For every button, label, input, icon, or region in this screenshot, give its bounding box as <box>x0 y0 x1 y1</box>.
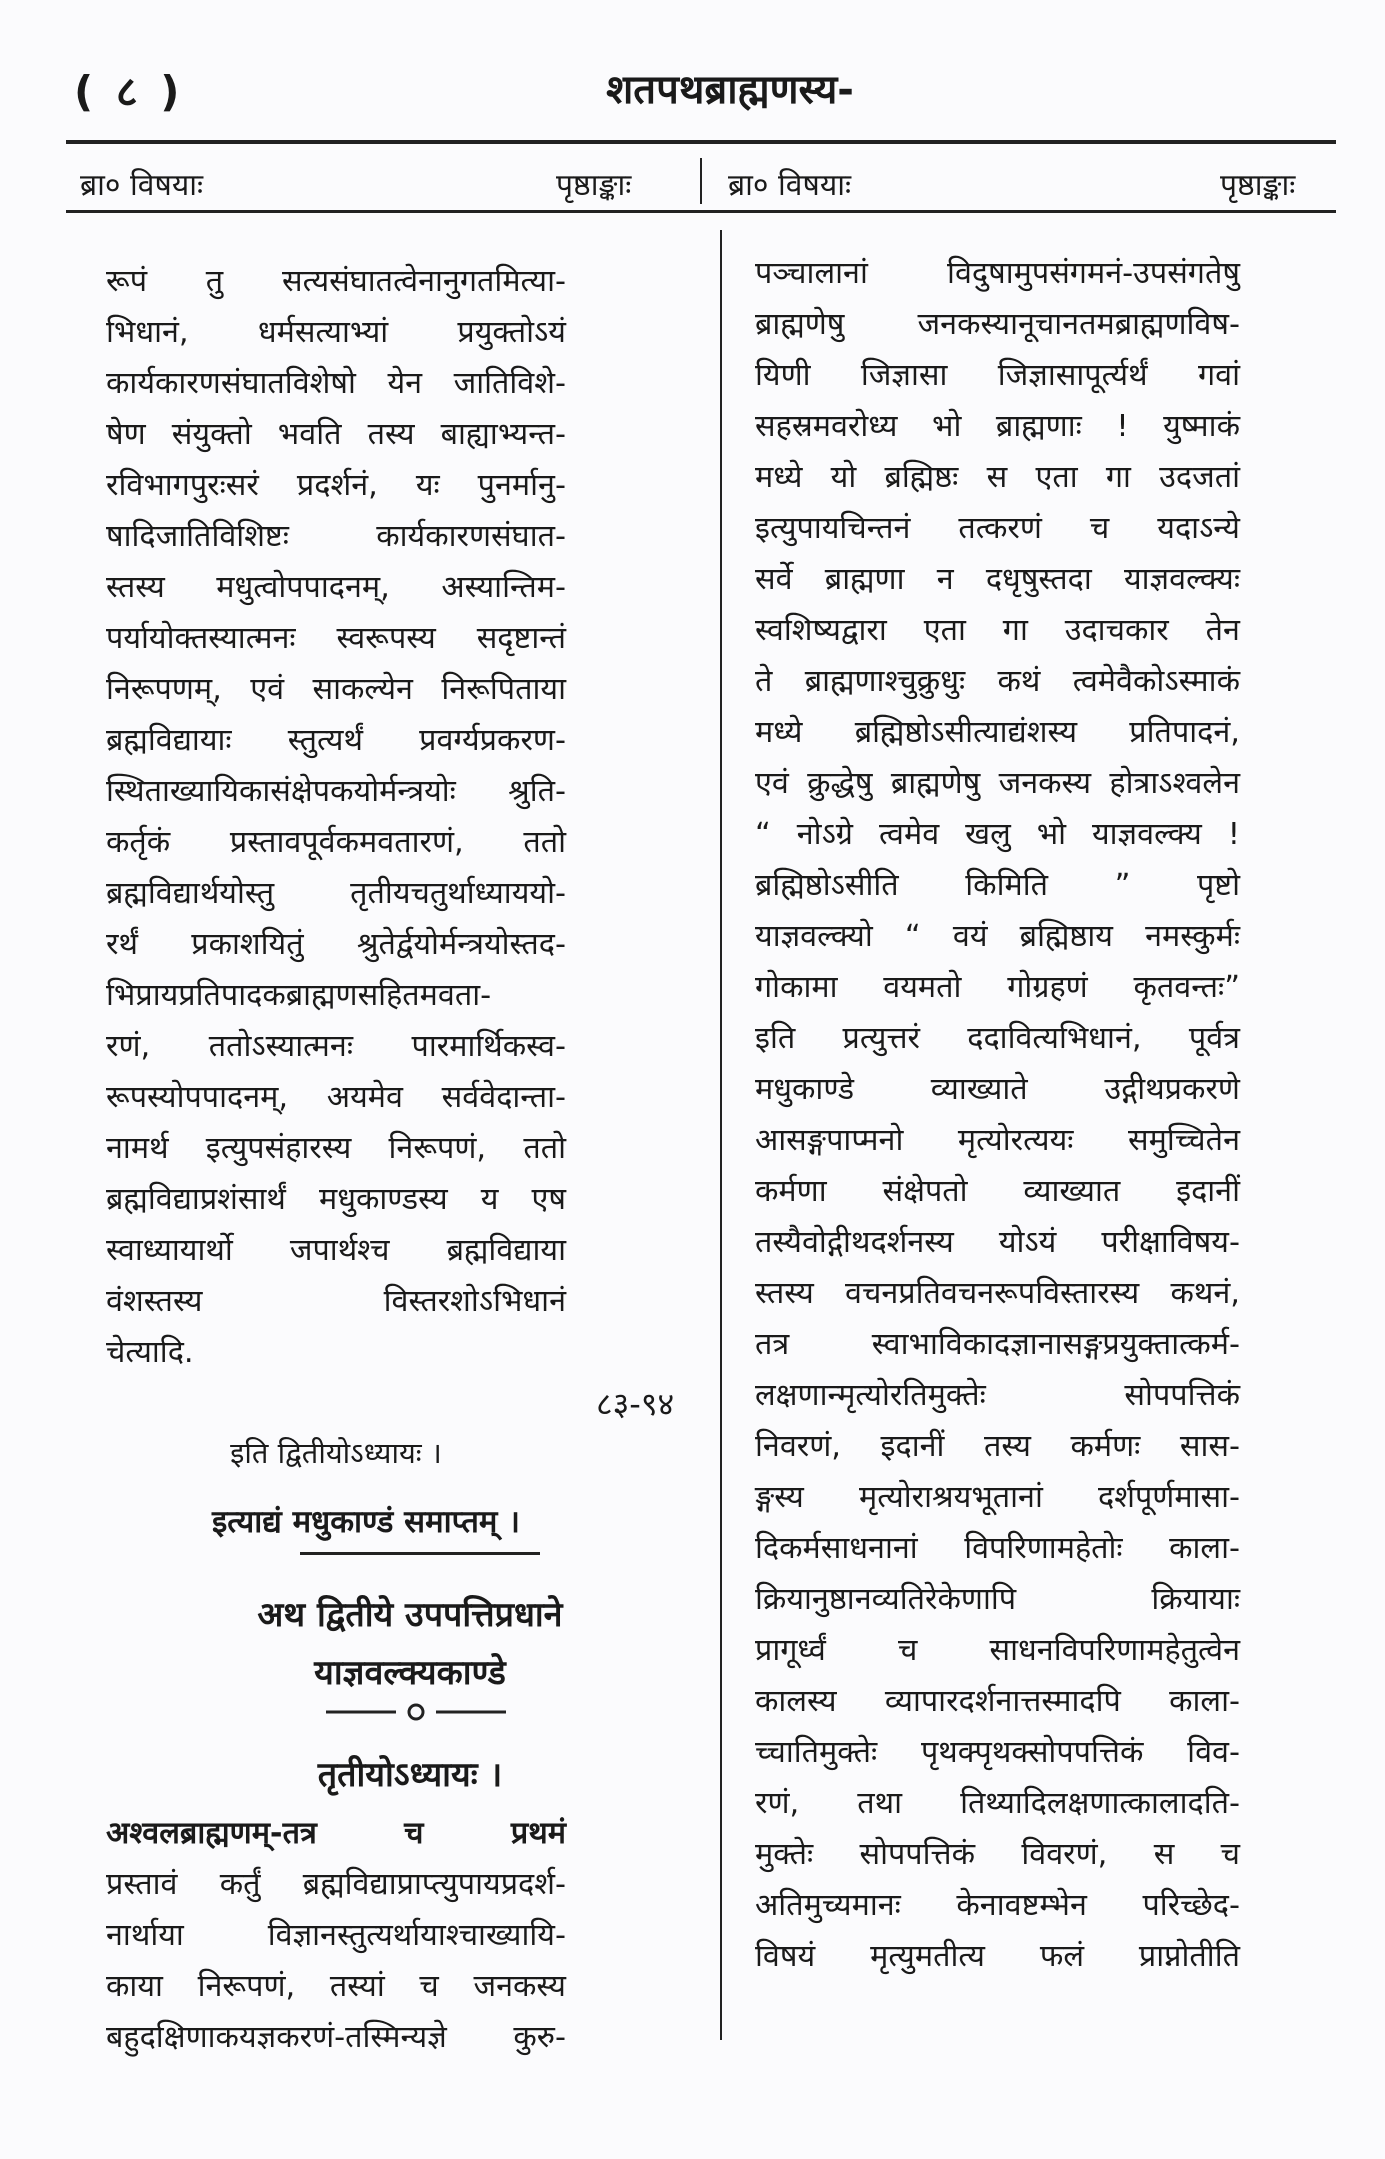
left-line: ब्रह्मविद्यायाः स्तुत्यर्थं प्रवर्ग्यप्रकरण- <box>106 723 566 758</box>
header-divider <box>700 158 702 204</box>
right-line: रणं, तथा तिथ्यादिलक्षणात्कालादति- <box>755 1786 1240 1821</box>
right-line: कर्मणा संक्षेपतो व्याख्यात इदानीं <box>755 1174 1240 1209</box>
right-line: मधुकाण्डे व्याख्याते उद्गीथप्रकरणे <box>755 1072 1240 1107</box>
left-bottom-line: प्रस्तावं कर्तुं ब्रह्मविद्याप्राप्त्युपायप्रदर्श- <box>106 1867 566 1902</box>
header-rule-top <box>66 140 1336 144</box>
right-line: आसङ्गपाप्मनो मृत्योरत्ययः समुच्चितेन <box>755 1123 1240 1158</box>
left-line: कार्यकारणसंघातविशेषो येन जातिविशे- <box>106 366 566 401</box>
right-line: सहस्रमवरोध्य भो ब्राह्मणाः ! युष्माकं <box>755 409 1240 444</box>
left-line: रविभागपुरःसरं प्रदर्शनं, यः पुनर्मानु- <box>106 468 566 503</box>
right-line: यिणी जिज्ञासा जिज्ञासापूर्त्यर्थं गवां <box>755 358 1240 393</box>
left-line: स्वाध्यायार्थो जपार्थश्च ब्रह्मविद्याया <box>106 1233 566 1268</box>
right-line: अतिमुच्यमानः केनावष्टम्भेन परिच्छेद- <box>755 1888 1240 1923</box>
new-section-title-line-1: अथ द्वितीये उपपत्तिप्रधाने <box>257 1595 563 1635</box>
left-column <box>106 256 566 1378</box>
left-line: षादिजातिविशिष्टः कार्यकारणसंघात- <box>106 519 566 554</box>
left-line: ब्रह्मविद्यार्थयोस्तु तृतीयचतुर्थाध्याययो- <box>106 876 566 911</box>
section-end: इत्याद्यं मधुकाण्डं समाप्तम् । <box>212 1504 520 1540</box>
right-line: निवरणं, इदानीं तस्य कर्मणः सास- <box>755 1429 1240 1464</box>
right-line: विषयं मृत्युमतीत्य फलं प्राप्नोतीति <box>755 1939 1240 1974</box>
left-bottom-line: बहुदक्षिणाकयज्ञकरणं-तस्मिन्यज्ञे कुरु- <box>106 2020 566 2055</box>
left-line: वंशस्तस्य विस्तरशोऽभिधानं <box>106 1284 566 1319</box>
left-line: रर्थं प्रकाशयितुं श्रुतेर्द्वयोर्मन्त्रयोस्तद- <box>106 927 566 962</box>
right-line: पञ्चालानां विदुषामुपसंगमनं-उपसंगतेषु <box>755 256 1240 291</box>
right-page-header: पृष्ठाङ्काः <box>1220 168 1296 203</box>
left-bottom-line: नार्थाया विज्ञानस्तुत्यर्थायाश्चाख्यायि- <box>106 1918 566 1953</box>
right-line: लक्षणान्मृत्योरतिमुक्तेः सोपपत्तिकं <box>755 1378 1240 1413</box>
left-page-header: पृष्ठाङ्काः <box>556 168 632 203</box>
right-line: ङ्गस्य मृत्योराश्रयभूतानां दर्शपूर्णमासा- <box>755 1480 1240 1515</box>
header-rule-bottom <box>66 210 1336 213</box>
right-line: मुक्तेः सोपपत्तिकं विवरणं, स च <box>755 1837 1240 1872</box>
right-line: ते ब्राह्मणाश्चुक्रुधुः कथं त्वमेवैकोऽस्माकं <box>755 664 1240 699</box>
right-line: स्वशिष्यद्वारा एता गा उदाचकार तेन <box>755 613 1240 648</box>
new-chapter-title: तृतीयोऽध्यायः । <box>317 1755 503 1795</box>
right-line: दिकर्मसाधनानां विपरिणामहेतोः काला- <box>755 1531 1240 1566</box>
left-line: भिधानं, धर्मसत्याभ्यां प्रयुक्तोऽयं <box>106 315 566 350</box>
left-line: स्तस्य मधुत्वोपपादनम्, अस्यान्तिम- <box>106 570 566 605</box>
left-line: कर्तृकं प्रस्तावपूर्वकमवतारणं, ततो <box>106 825 566 860</box>
right-line: एवं क्रुद्धेषु ब्राह्मणेषु जनकस्य होत्राऽश्वलेन <box>755 766 1240 801</box>
left-line: भिप्रायप्रतिपादकब्राह्मणसहितमवता- <box>106 978 492 1013</box>
right-line: “ नोऽग्रे त्वमेव खलु भो याज्ञवल्क्य ! <box>755 817 1240 852</box>
left-line: रूपं तु सत्यसंघातत्वेनानुगतमित्या- <box>106 264 566 299</box>
left-line: षेण संयुक्तो भवति तस्य बाह्याभ्यन्त- <box>106 417 566 452</box>
left-line: पर्यायोक्तस्यात्मनः स्वरूपस्य सदृष्टान्तं <box>106 621 566 656</box>
right-line: सर्वे ब्राह्मणा न दधृषुस्तदा याज्ञवल्क्यः <box>755 562 1240 597</box>
right-line: मध्ये यो ब्रह्मिष्ठः स एता गा उदजतां <box>755 460 1240 495</box>
left-line: रूपस्योपपादनम्, अयमेव सर्ववेदान्ता- <box>106 1080 566 1115</box>
page-number: ( ८ ) <box>74 67 184 116</box>
new-section-title-line-2: याज्ञवल्क्यकाण्डे <box>314 1653 506 1693</box>
running-title: शतपथब्राह्मणस्य- <box>606 67 854 113</box>
right-line: ब्रह्मिष्ठोऽसीति किमिति ” पृष्टो <box>755 868 1240 903</box>
right-line: गोकामा वयमतो गोग्रहणं कृतवन्तः” <box>755 970 1240 1005</box>
left-bottom-line: काया निरूपणं, तस्यां च जनकस्य <box>106 1969 566 2004</box>
left-page-reference: ८३-९४ <box>596 1385 675 1423</box>
right-line: मध्ये ब्रह्मिष्ठोऽसीत्याद्यंशस्य प्रतिपादनं, <box>755 715 1240 750</box>
right-line: प्रागूर्ध्वं च साधनविपरिणामहेतुत्वेन <box>755 1633 1240 1668</box>
right-line: ब्राह्मणेषु जनकस्यानूचानतमब्राह्मणविष- <box>755 307 1240 342</box>
left-line: रणं, ततोऽस्यात्मनः पारमार्थिकस्व- <box>106 1029 566 1064</box>
chapter-end: इति द्वितीयोऽध्यायः । <box>230 1436 442 1470</box>
right-line: क्रियानुष्ठानव्यतिरेकेणापि क्रियायाः <box>755 1582 1240 1617</box>
right-line: इति प्रत्युत्तरं ददावित्यभिधानं, पूर्वत्र <box>755 1021 1240 1056</box>
right-line: च्चातिमुक्तेः पृथक्पृथक्सोपपत्तिकं विव- <box>755 1735 1240 1770</box>
left-line: ब्रह्मविद्याप्रशंसार्थं मधुकाण्डस्य य एष <box>106 1182 566 1217</box>
right-line: तत्र स्वाभाविकादज्ञानासङ्गप्रयुक्तात्कर्म- <box>755 1327 1240 1362</box>
left-column-bottom <box>106 1808 566 2063</box>
left-topic-header: ब्रा० विषयाः <box>80 168 204 203</box>
right-line: तस्यैवोद्गीथदर्शनस्य योऽयं परीक्षाविषय- <box>755 1225 1240 1260</box>
ornament-divider <box>326 1700 506 1724</box>
right-column <box>755 248 1240 1982</box>
left-line: चेत्यादि. <box>106 1335 194 1370</box>
right-topic-header: ब्रा० विषयाः <box>728 168 852 203</box>
left-line: नामर्थ इत्युपसंहारस्य निरूपणं, ततो <box>106 1131 566 1166</box>
section-underline <box>300 1552 540 1555</box>
left-line: निरूपणम्, एवं साकल्येन निरूपिताया <box>106 672 566 707</box>
left-line: स्थिताख्यायिकासंक्षेपकयोर्मन्त्रयोः श्रुति- <box>106 774 566 809</box>
right-line: याज्ञवल्क्यो “ वयं ब्रह्मिष्ठाय नमस्कुर्मः <box>755 919 1240 954</box>
right-line: स्तस्य वचनप्रतिवचनरूपविस्तारस्य कथनं, <box>755 1276 1240 1311</box>
column-divider <box>720 230 722 2040</box>
right-line: कालस्य व्यापारदर्शनात्तस्मादपि काला- <box>755 1684 1240 1719</box>
left-bottom-line: अश्वलब्राह्मणम्-तत्र च प्रथमं <box>106 1816 566 1851</box>
right-line: इत्युपायचिन्तनं तत्करणं च यदाऽन्ये <box>755 511 1240 546</box>
